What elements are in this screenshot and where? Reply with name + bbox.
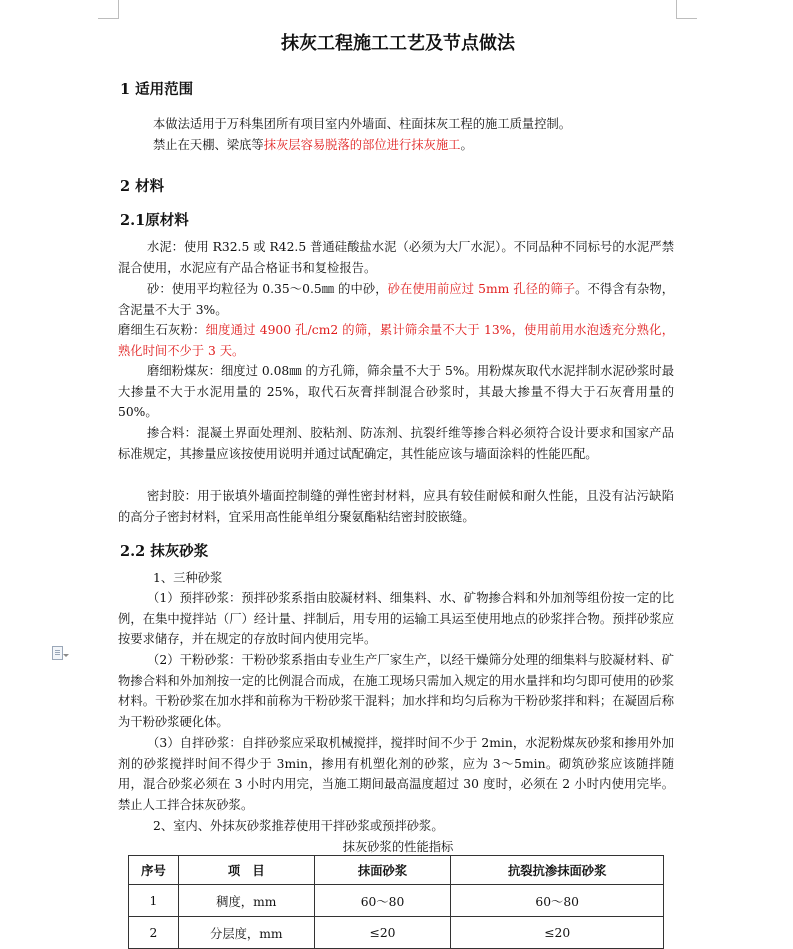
sand-text: 砂：使用平均粒径为 0.35～0.5㎜ 的中砂，	[147, 282, 388, 296]
lime-highlight: 细度通过 4900 孔/cm2 的筛，累计筛余量不大于 13%，使用前用水泡透充分熟化，熟化时间不少于 3 天。	[118, 323, 674, 358]
document-page-icon	[52, 646, 63, 660]
page-title: 抹灰工程施工工艺及节点做法	[281, 33, 515, 54]
sand-end: 。不得含有杂物，含泥量不大于 3%。	[118, 282, 674, 317]
flyash-paragraph: 磨细粉煤灰：细度过 0.08㎜ 的方孔筛，筛余量不大于 5%。用粉煤灰取代水泥拌制水泥砂浆时最大掺量不大于水泥用量的 25%，取代石灰膏拌制混合砂浆时，其最大掺量不得大于石灰膏用量的 50%。	[118, 364, 674, 420]
prohibition-end: 。	[460, 138, 473, 152]
header-plaster-mortar: 抹面砂浆	[314, 856, 451, 885]
table-header-row	[129, 856, 664, 885]
sand-paragraph	[118, 279, 674, 320]
table-cell: 2	[129, 917, 179, 949]
table-cell: 分层度，mm	[178, 917, 314, 949]
performance-table	[128, 855, 664, 949]
prohibition-paragraph	[153, 135, 473, 155]
cement-paragraph: 水泥：使用 R32.5 或 R42.5 普通硅酸盐水泥（必须为大厂水泥）。不同品种不同标号的水泥严禁混合使用，水泥应有产品合格证书和复检报告。	[118, 240, 674, 275]
three-types-heading: 1、三种砂浆	[153, 571, 223, 585]
header-crack-resistant-mortar: 抗裂抗渗抹面砂浆	[451, 856, 664, 885]
table-cell: ≤20	[314, 917, 451, 949]
crop-mark	[98, 18, 119, 19]
dry-mortar-paragraph: （2）干粉砂浆：干粉砂浆系指由专业生产厂家生产，以经干燥筛分处理的细集料与胶凝材料、矿物掺合料和外加剂按一定的比例混合而成，在施工现场只需加入规定的用水量拌和均匀即可使用的砂浆材料。干粉砂浆在加水拌和前称为干粉砂浆干混料；加水拌和均匀后称为干粉砂浆拌和料；在凝固后称为干粉砂浆硬化体。	[118, 653, 674, 729]
sealant-paragraph: 密封胶：用于嵌填外墙面控制缝的弹性密封材料，应具有较佳耐候和耐久性能，且没有沾污缺陷的高分子密封材料，宜采用高性能单组分聚氨酯粘结密封胶嵌缝。	[118, 489, 674, 524]
prohibition-text: 禁止在天棚、梁底等	[153, 138, 264, 152]
crop-mark	[676, 18, 697, 19]
table-row	[129, 885, 664, 917]
section-1-heading: 1 适用范围	[120, 81, 194, 98]
section-2-2-heading: 2.2 抹灰砂浆	[120, 543, 209, 560]
section-2-heading: 2 材料	[120, 178, 165, 195]
sand-highlight: 砂在使用前应过 5mm 孔径的筛子	[387, 282, 576, 296]
recommend-paragraph: 2、室内、外抹灰砂浆推荐使用干拌砂浆或预拌砂浆。	[153, 819, 444, 833]
table-cell: 稠度，mm	[178, 885, 314, 917]
premix-paragraph: （1）预拌砂浆：预拌砂浆系指由胶凝材料、细集料、水、矿物掺合料和外加剂等组份按一定的比例，在集中搅拌站（厂）经计量、拌制后，用专用的运输工具运至使用地点的砂浆拌合物。预拌砂浆应按要求储存，并在规定的存放时间内使用完毕。	[118, 591, 674, 647]
table-cell: 60～80	[314, 885, 451, 917]
document-icon[interactable]	[52, 646, 66, 662]
table-caption: 抹灰砂浆的性能指标	[342, 840, 454, 854]
scope-paragraph: 本做法适用于万科集团所有项目室内外墙面、柱面抹灰工程的施工质量控制。	[153, 117, 572, 131]
header-item: 项 目	[178, 856, 314, 885]
self-mix-paragraph: （3）自拌砂浆：自拌砂浆应采取机械搅拌，搅拌时间不少于 2min，水泥粉煤灰砂浆和掺用外加剂的砂浆搅拌时间不得少于 3min，掺用有机塑化剂的砂浆，应为 3～5min。砌筑砂浆应该随拌随用，混合砂浆必须在 3 小时内用完，当施工期间最高温度超过 30 度时，必须在 2 小时内使用完毕。禁止人工拌合抹灰砂浆。	[118, 736, 674, 812]
admixture-paragraph: 掺合料：混凝土界面处理剂、胶粘剂、防冻剂、抗裂纤维等掺合料必须符合设计要求和国家产品标准规定，其掺量应该按使用说明并通过试配确定，其性能应该与墙面涂料的性能匹配。	[118, 426, 674, 461]
header-index: 序号	[129, 856, 179, 885]
crop-mark	[676, 0, 677, 18]
table-cell: ≤20	[451, 917, 664, 949]
prohibition-highlight: 抹灰层容易脱落的部位进行抹灰施工	[263, 138, 461, 152]
table-row	[129, 917, 664, 949]
chevron-down-icon	[63, 654, 69, 657]
lime-label: 磨细生石灰粉：	[118, 323, 206, 337]
lime-paragraph	[118, 320, 674, 361]
table-cell: 60～80	[451, 885, 664, 917]
section-2-1-heading: 2.1原材料	[120, 212, 189, 229]
crop-mark	[118, 0, 119, 18]
table-cell: 1	[129, 885, 179, 917]
